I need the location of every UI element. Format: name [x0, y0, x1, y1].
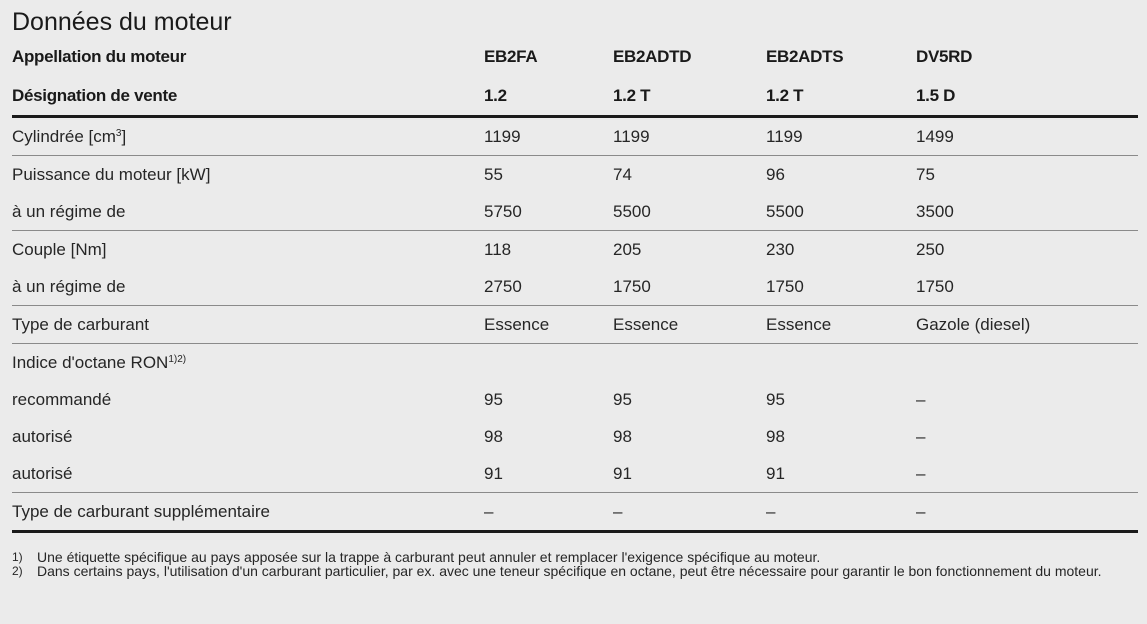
- table-cell: 95: [766, 389, 785, 409]
- header-label: Appellation du moteur: [12, 47, 187, 66]
- table-cell: [484, 344, 613, 382]
- row-label: autorisé: [12, 463, 73, 483]
- table-cell: 1750: [916, 276, 954, 296]
- table-cell: 3500: [916, 201, 954, 221]
- table-cell: 96: [766, 156, 916, 194]
- table-cell: 250: [916, 231, 1138, 269]
- table-row: [12, 344, 1138, 382]
- table-cell: 95: [613, 389, 632, 409]
- header-cell: EB2ADTD: [613, 47, 692, 66]
- header-label: Désignation de vente: [12, 76, 484, 117]
- table-cell: –: [613, 493, 766, 532]
- table-cell: –: [916, 463, 926, 483]
- table-cell: [613, 344, 766, 382]
- row-label: autorisé: [12, 426, 73, 446]
- header-cell: 1.2 T: [613, 76, 766, 117]
- table-cell: 230: [766, 231, 916, 269]
- table-cell: 1199: [613, 126, 650, 146]
- footnote: [12, 564, 1138, 578]
- table-cell: 1750: [613, 276, 651, 296]
- table-cell: 5750: [484, 201, 522, 221]
- header-row-engine-name: [12, 38, 1138, 76]
- table-cell: Gazole (diesel): [916, 306, 1138, 344]
- table-row: [12, 156, 1138, 194]
- table-cell: 55: [484, 156, 613, 194]
- table-cell: Essence: [766, 306, 916, 344]
- header-cell: 1.2: [484, 76, 613, 117]
- table-cell: 5500: [766, 201, 804, 221]
- table-row: [12, 455, 1138, 493]
- footnote-mark: 1): [12, 550, 23, 564]
- table-cell: 1750: [766, 276, 804, 296]
- table-cell: 91: [766, 463, 785, 483]
- row-label: Type de carburant: [12, 306, 484, 344]
- table-cell: Essence: [613, 306, 766, 344]
- table-row: [12, 231, 1138, 269]
- page-title: Données du moteur: [12, 8, 232, 36]
- header-cell: 1.2 T: [766, 76, 916, 117]
- table-row: [12, 418, 1138, 455]
- row-label: Couple [Nm]: [12, 231, 484, 269]
- engine-data-table: [12, 38, 1138, 533]
- table-row: [12, 493, 1138, 532]
- header-cell: EB2FA: [484, 47, 538, 66]
- table-cell: [916, 344, 1138, 382]
- header-row-sales-designation: [12, 76, 1138, 117]
- row-label: Type de carburant supplémentaire: [12, 493, 484, 532]
- table-cell: 98: [766, 426, 785, 446]
- footnotes: [12, 550, 1138, 578]
- table-cell: –: [916, 389, 926, 409]
- table-cell: 1199: [766, 126, 803, 146]
- table-cell: 1199: [484, 126, 521, 146]
- footnote-text: Une étiquette spécifique au pays apposée sur la trappe à carburant peut annuler et remplacer l'exigence spécifique au moteur.: [37, 549, 821, 565]
- engine-data-page: [12, 0, 1138, 578]
- table-row: [12, 381, 1138, 418]
- table-row: [12, 117, 1138, 156]
- table-cell: –: [916, 426, 926, 446]
- row-label: Indice d'octane $RON^{1)2)}$: [12, 344, 484, 382]
- table-cell: 5500: [613, 201, 651, 221]
- table-cell: 91: [613, 463, 632, 483]
- footnote-mark: 2): [12, 564, 23, 578]
- table-cell: 75: [916, 156, 1138, 194]
- table-cell: –: [916, 493, 1138, 532]
- row-label: à un régime de: [12, 276, 126, 296]
- footnote: [12, 550, 1138, 564]
- table-cell: Essence: [484, 306, 613, 344]
- table-cell: 98: [613, 426, 632, 446]
- table-row: [12, 268, 1138, 306]
- header-cell: 1.5 D: [916, 76, 1138, 117]
- header-cell: DV5RD: [916, 47, 973, 66]
- table-cell: 2750: [484, 276, 522, 296]
- table-cell: 91: [484, 463, 503, 483]
- table-cell: –: [766, 493, 916, 532]
- table-cell: 1499: [916, 126, 954, 146]
- table-cell: 98: [484, 426, 503, 446]
- row-label: Puissance du moteur [kW]: [12, 156, 484, 194]
- row-label: à un régime de: [12, 201, 126, 221]
- footnote-text: Dans certains pays, l'utilisation d'un carburant particulier, par ex. avec une teneur spécifique en octane, peut être nécessaire pour garantir le bon fonctionnement du moteur.: [37, 563, 1102, 579]
- table-cell: 205: [613, 231, 766, 269]
- header-cell: EB2ADTS: [766, 47, 844, 66]
- table-row: [12, 193, 1138, 231]
- table-cell: 74: [613, 156, 766, 194]
- row-label: recommandé: [12, 389, 112, 409]
- table-row: [12, 306, 1138, 344]
- table-cell: 95: [484, 389, 503, 409]
- table-cell: [766, 344, 916, 382]
- row-label: Cylindrée $[cm^3]$: [12, 126, 127, 146]
- table-cell: –: [484, 493, 613, 532]
- table-cell: 118: [484, 231, 613, 269]
